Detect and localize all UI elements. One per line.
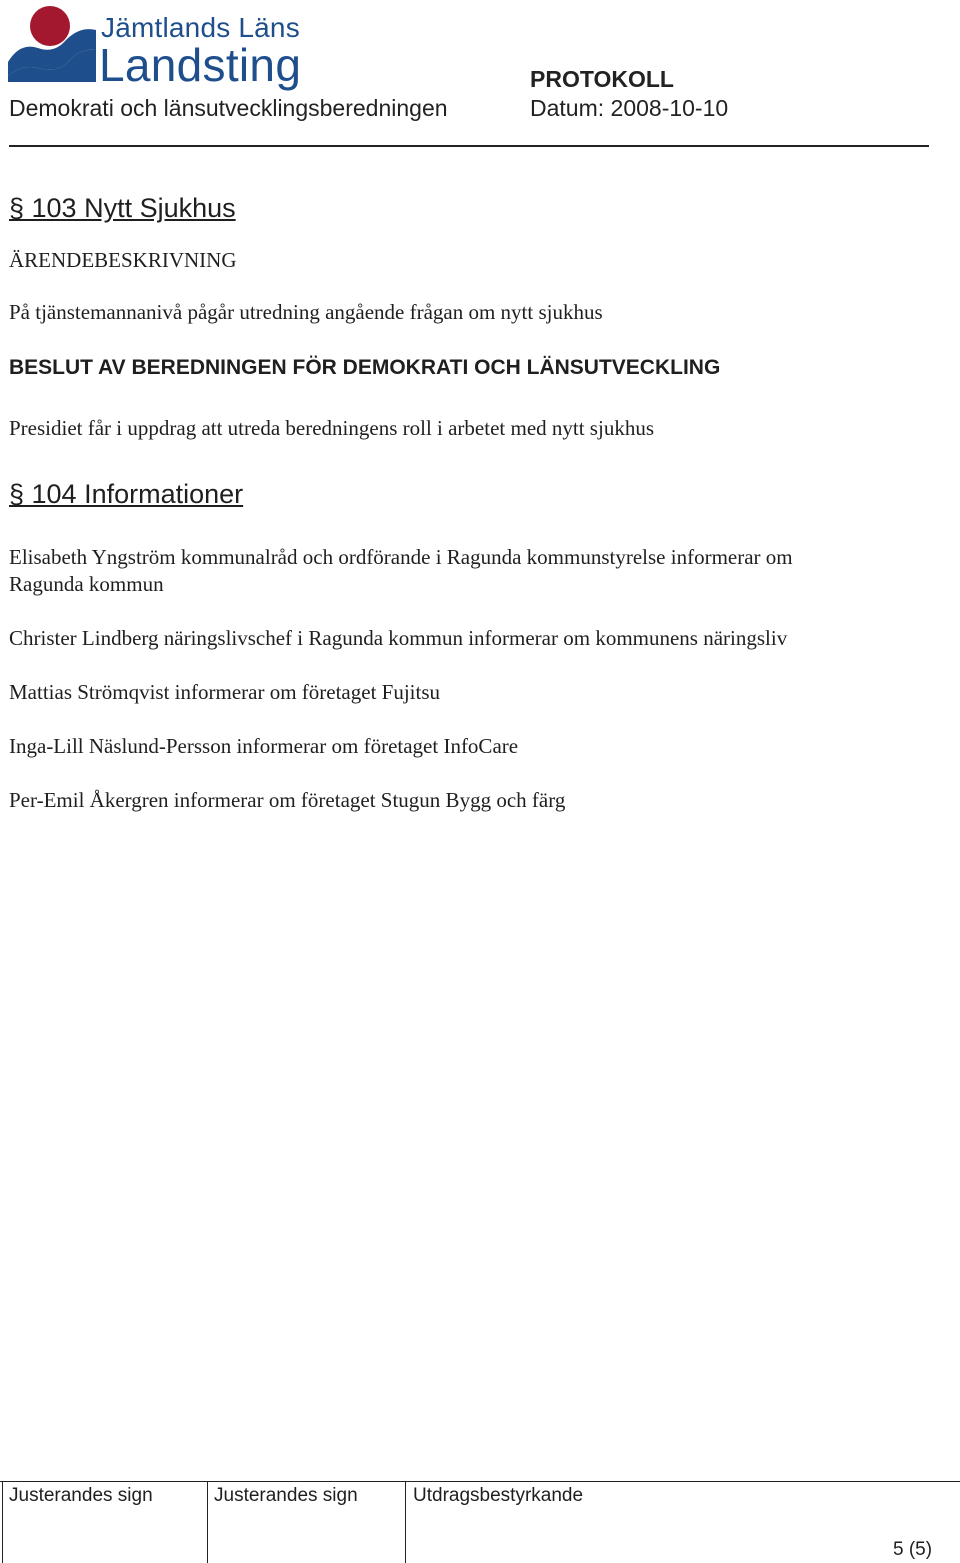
footer-cell-border [2,1481,3,1563]
section-description: På tjänstemannanivå pågår utredning angående frågan om nytt sjukhus [9,300,603,324]
document-date: Datum: 2008-10-10 [530,95,729,121]
decision-heading: BESLUT AV BEREDNINGEN FÖR DEMOKRATI OCH LÄNSUTVECKLING [9,356,721,379]
info-item: Elisabeth Yngström kommunalråd och ordförande i Ragunda kommunstyrelse informerar om [9,545,793,569]
footer-sign-label-2: Justerandes sign [214,1485,358,1506]
footer-cell-border [207,1481,208,1563]
footer-sign-label-1: Justerandes sign [9,1485,153,1506]
info-item: Inga-Lill Näslund-Persson informerar om företaget InfoCare [9,734,519,758]
section-subheading: ÄRENDEBESKRIVNING [9,248,237,272]
page-number: 5 (5) [893,1539,933,1560]
section-heading-104: § 104 Informationer [9,479,244,509]
committee-name: Demokrati och länsutvecklingsberedningen [9,95,448,121]
info-item: Mattias Strömqvist informerar om företaget Fujitsu [9,680,441,704]
logo-text-line1: Jämtlands Läns [101,12,300,43]
document-type: PROTOKOLL [530,66,674,92]
header-divider [9,145,929,147]
logo-icon [8,2,96,82]
info-item-continued: Ragunda kommun [9,572,164,596]
footer-cell-border [405,1481,406,1563]
section-heading-103: § 103 Nytt Sjukhus [9,193,236,223]
info-item: Christer Lindberg näringslivschef i Ragunda kommun informerar om kommunens näringsliv [9,626,788,650]
info-item: Per-Emil Åkergren informerar om företaget Stugun Bygg och färg [9,788,566,812]
logo-text-line2: Landsting [99,39,302,91]
footer-certification-label: Utdragsbestyrkande [413,1485,584,1506]
footer-divider [0,1481,960,1482]
decision-text: Presidiet får i uppdrag att utreda beredningens roll i arbetet med nytt sjukhus [9,416,654,440]
